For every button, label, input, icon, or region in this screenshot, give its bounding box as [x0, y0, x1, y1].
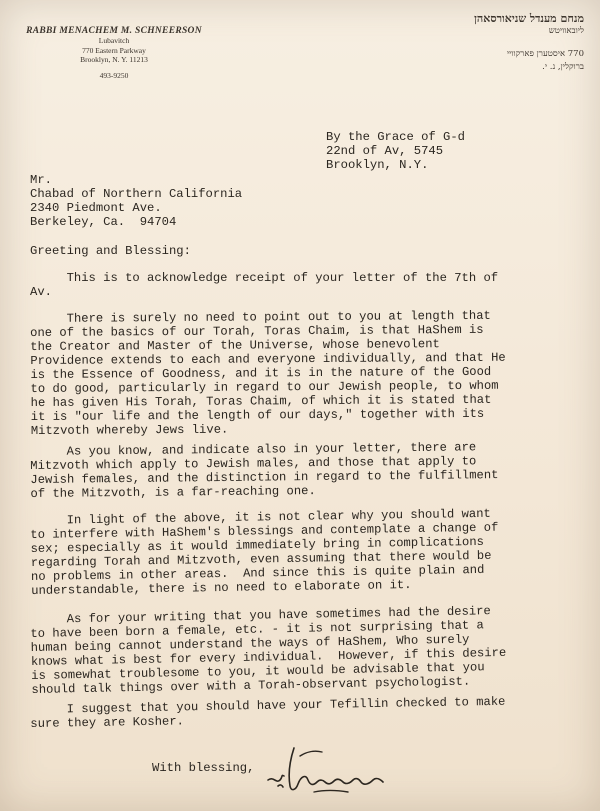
recipient-line: Chabad of Northern California: [30, 187, 243, 201]
recipient-line: Mr.: [30, 173, 52, 187]
paragraph-6: I suggest that you should have your Tefillin checked to make sure they are Kosher.: [30, 694, 506, 731]
letterhead-hebrew-name: מנחם מענדל שניאורסאהן: [474, 12, 584, 25]
dateline-grace: By the Grace of G-d: [326, 130, 465, 144]
paragraph-4: In light of the above, it is not clear why you should want to interfere with HaShem's blessings and contemplate a change of sex; especially as it would immediately bring in complications regarding Torah and Mitzvoth, even assuming that there would be no problems in other areas. And since this is quite plain and understandable, there is no need to elaborate on it.: [30, 506, 499, 598]
greeting: Greeting and Blessing:: [30, 244, 191, 258]
paragraph-5: As for your writing that you have sometimes had the desire to have been born a female, etc. - it is not surprising that a human being cannot understand the ways of HaShem, Who surely knows what is best for every individual. However, if this desire is somewhat troublesome to you, it would be advisable that you should talk things over with a Torah-observant psychologist.: [30, 604, 507, 697]
closing: With blessing,: [152, 761, 255, 775]
dateline-date: 22nd of Av, 5745: [326, 144, 444, 158]
letterhead-line: 770 Eastern Parkway: [82, 45, 146, 55]
paragraph-3: As you know, and indicate also in your letter, there are Mitzvoth which apply to Jewish males, and those that apply to Jewish females, and the distinction in regard to the fulfillment of the Mitzvoth, is a far-reaching one.: [30, 440, 499, 501]
recipient-line: 2340 Piedmont Ave.: [30, 201, 162, 215]
recipient-address: [30, 173, 242, 229]
letterhead-hebrew-line: 770 איסטערן פארקוויי: [506, 49, 584, 59]
letterhead-phone: 493-9250: [99, 70, 129, 80]
paragraph-2: There is surely no need to point out to you at length that one of the basics of our Torah, Toras Chaim, is that HaShem is the Creator and Master of the Universe, whose benevolent Providence extends to each and everyone individually, and that He is the Essence of Goodness, and it is in the nature of the Good to do good, particularly in regard to our Jewish people, to whom he has given His Torah, Toras Chaim, of which it is stated that it is "our life and the length of our days," together with its Mitzvoth whereby Jews live.: [30, 308, 506, 438]
recipient-line: Berkeley, Ca. 94704: [30, 215, 177, 229]
letterhead-line: Lubavitch: [98, 36, 130, 45]
letterhead-name: RABBI MENACHEM M. SCHNEERSON: [26, 26, 202, 36]
letterhead-hebrew: [414, 12, 584, 74]
letterhead-line: Brooklyn, N. Y. 11213: [80, 55, 148, 64]
paragraph-1: This is to acknowledge receipt of your letter of the 7th of Av.: [30, 271, 499, 299]
dateline: [326, 130, 465, 172]
handwritten-signature: [264, 742, 404, 802]
dateline-place: Brooklyn, N.Y.: [326, 158, 429, 172]
letterhead-hebrew-line: ברוקלין, נ. י.: [542, 62, 584, 72]
letterhead-hebrew-sub: ליובאוויטש: [548, 26, 584, 36]
letterhead-english: [14, 26, 214, 80]
